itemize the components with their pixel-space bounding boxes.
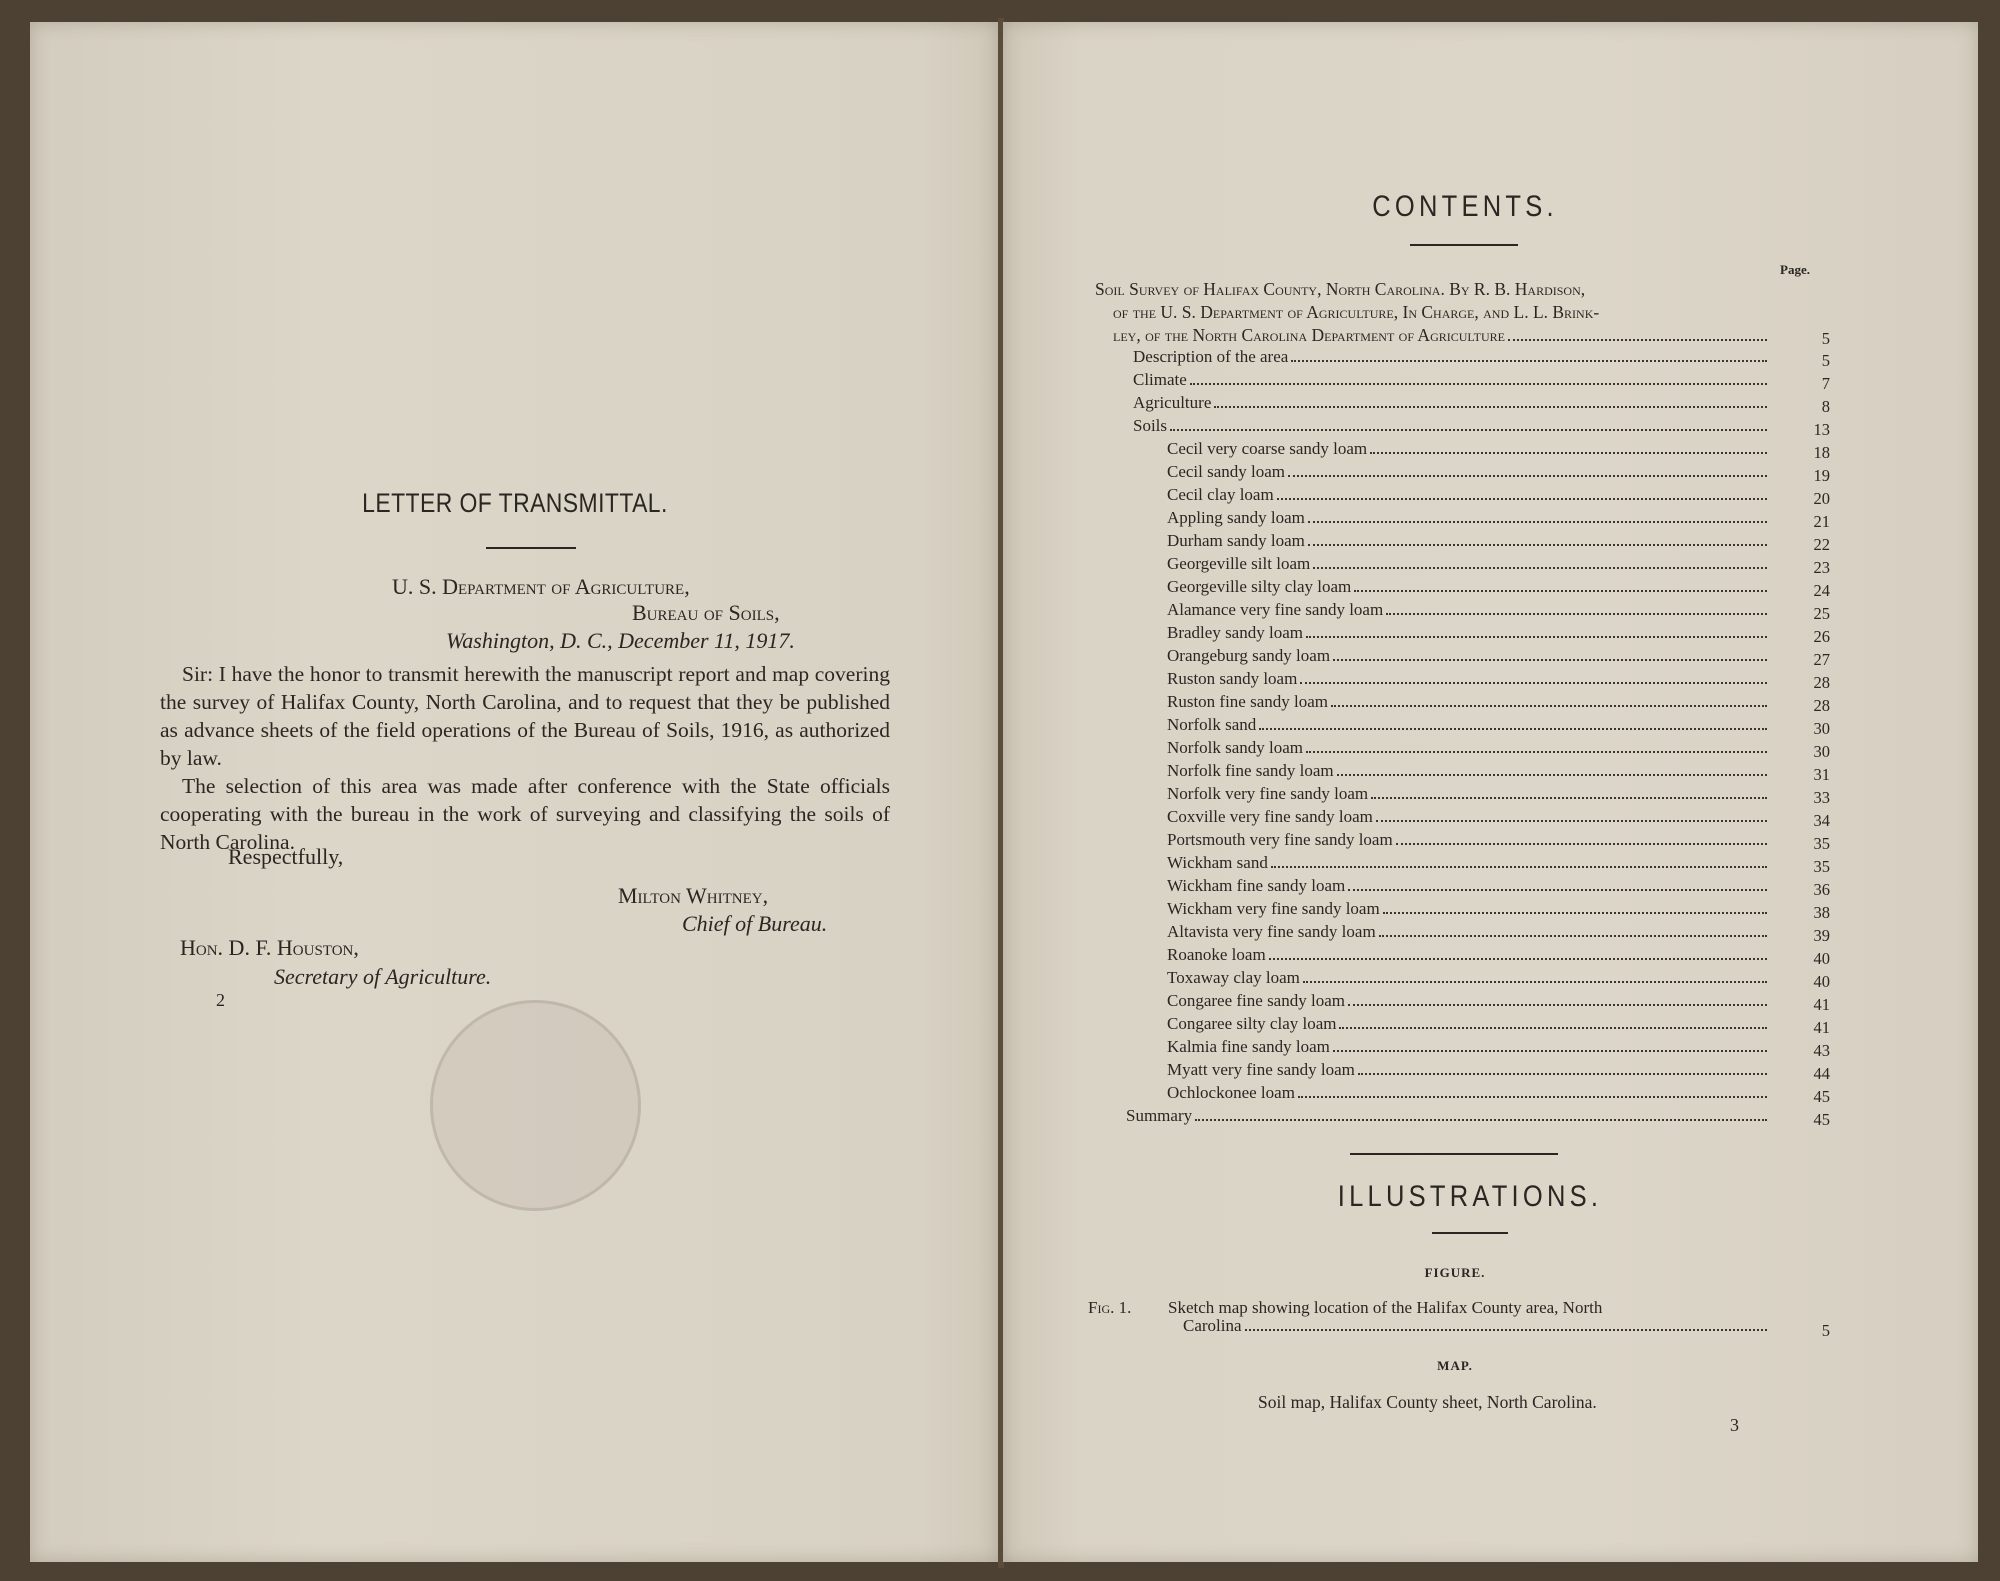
toc-leader — [1195, 1118, 1767, 1121]
contents-title: CONTENTS. — [1372, 190, 1558, 223]
toc-entry[interactable] — [1167, 945, 1773, 968]
toc-entry-label: Summary — [1126, 1106, 1193, 1125]
toc-entry-label: Appling sandy loam — [1167, 508, 1305, 527]
toc-entry[interactable] — [1167, 876, 1773, 899]
contents-rule — [1410, 244, 1518, 246]
toc-entry[interactable] — [1167, 531, 1773, 554]
fig-text-line-2: Carolina — [1183, 1316, 1242, 1335]
letter-paragraph-1: Sir: I have the honor to transmit herewith the manuscript report and map covering the survey of Halifax County, North Carolina, and to request that they be published as advance sheets of the field operations of the Bureau of Soils, 1916, as authorized by law. — [160, 662, 890, 770]
toc-entry-page: 24 — [1813, 581, 1830, 600]
toc-leader — [1271, 865, 1767, 868]
toc-leader — [1303, 980, 1767, 983]
signer-name: Milton Whitney, — [618, 883, 769, 908]
toc-entry[interactable] — [1167, 761, 1773, 784]
letter-paragraph-2: The selection of this area was made after conference with the State officials cooperating with the bureau in the work of surveying and classifying the soils of North Carolina. — [160, 774, 890, 854]
toc-leader — [1371, 796, 1767, 799]
toc-entry-label: Portsmouth very fine sandy loam — [1167, 830, 1393, 849]
toc-leader — [1348, 1003, 1767, 1006]
toc-entry[interactable] — [1167, 646, 1773, 669]
letter-title: LETTER OF TRANSMITTAL. — [362, 488, 668, 518]
toc-leader — [1376, 819, 1767, 822]
toc-entry[interactable] — [1167, 600, 1773, 623]
toc-entry-label: Cecil very coarse sandy loam — [1167, 439, 1368, 458]
toc-entry-page: 33 — [1813, 788, 1830, 807]
toc-entry-page: 39 — [1813, 926, 1830, 945]
toc-leader — [1306, 635, 1767, 638]
fig-entry-row[interactable] — [1183, 1316, 1773, 1339]
toc-entry-label: Norfolk very fine sandy loam — [1167, 784, 1369, 803]
toc-entry[interactable] — [1167, 830, 1773, 853]
toc-leader — [1313, 566, 1767, 569]
illustrations-rule-top — [1350, 1153, 1558, 1155]
toc-entry-label: Description of the area — [1133, 347, 1289, 366]
toc-entry[interactable] — [1167, 1014, 1773, 1037]
toc-leader — [1333, 1049, 1767, 1052]
toc-leader — [1379, 934, 1767, 937]
toc-entry-label: Agriculture — [1133, 393, 1212, 412]
fig-text-line-1: Sketch map showing location of the Halifax County area, North — [1168, 1298, 1603, 1317]
toc-leader — [1259, 727, 1767, 730]
bureau-line: Bureau of Soils, — [632, 600, 780, 625]
toc-leader — [1337, 773, 1767, 776]
toc-entry-page: 31 — [1813, 765, 1830, 784]
toc-entry-label: Cecil clay loam — [1167, 485, 1274, 504]
toc-entry[interactable] — [1167, 991, 1773, 1014]
letter-body — [160, 660, 890, 856]
toc-entry-page: 45 — [1813, 1110, 1830, 1129]
toc-entry-page: 30 — [1813, 719, 1830, 738]
toc-entry-label: Altavista very fine sandy loam — [1167, 922, 1376, 941]
toc-entry-page: 40 — [1813, 972, 1830, 991]
toc-entry-label: Congaree silty clay loam — [1167, 1014, 1337, 1033]
toc-entry-label: Climate — [1133, 370, 1187, 389]
toc-main-line-1: Soil Survey of Halifax County, North Carolina. By R. B. Hardison, — [1095, 279, 1586, 299]
toc-entry-label: Ruston fine sandy loam — [1167, 692, 1329, 711]
toc-entry-page: 28 — [1813, 673, 1830, 692]
title-rule — [486, 547, 576, 549]
toc-entry[interactable] — [1133, 370, 1773, 393]
toc-leader — [1331, 704, 1767, 707]
toc-entry[interactable] — [1167, 439, 1773, 462]
toc-entry-page: 5 — [1821, 351, 1830, 370]
fig-label: Fig. 1. — [1088, 1298, 1132, 1317]
toc-leader — [1396, 842, 1767, 845]
toc-entry[interactable] — [1167, 577, 1773, 600]
toc-entry-page: 40 — [1813, 949, 1830, 968]
toc-entry[interactable] — [1133, 416, 1773, 439]
toc-entry-label: Norfolk sand — [1167, 715, 1257, 734]
toc-entry[interactable] — [1167, 784, 1773, 807]
toc-entry-page: 18 — [1813, 443, 1830, 462]
toc-entry-page: 28 — [1813, 696, 1830, 715]
toc-leader — [1214, 405, 1767, 408]
map-text: Soil map, Halifax County sheet, North Carolina. — [1258, 1392, 1597, 1412]
toc-entry[interactable] — [1167, 738, 1773, 761]
toc-entry-label: Durham sandy loam — [1167, 531, 1305, 550]
toc-entry-label: Congaree fine sandy loam — [1167, 991, 1345, 1010]
toc-leader — [1277, 497, 1767, 500]
toc-entry[interactable] — [1167, 1037, 1773, 1060]
toc-entry-label: Ochlockonee loam — [1167, 1083, 1295, 1102]
toc-leader — [1370, 451, 1767, 454]
toc-entry-label: Georgeville silt loam — [1167, 554, 1311, 573]
toc-entry-label: Norfolk fine sandy loam — [1167, 761, 1334, 780]
toc-entry-page: 35 — [1813, 834, 1830, 853]
toc-entry-label: Wickham sand — [1167, 853, 1268, 872]
signer-title: Chief of Bureau. — [682, 911, 828, 936]
illustrations-rule — [1432, 1232, 1508, 1234]
toc-leader — [1170, 428, 1767, 431]
fig-page: 5 — [1821, 1321, 1830, 1340]
toc-entry[interactable] — [1133, 347, 1773, 370]
toc-entry-label: Soils — [1133, 416, 1168, 435]
toc-entry-label: Georgeville silty clay loam — [1167, 577, 1352, 596]
addressee-title: Secretary of Agriculture. — [274, 964, 492, 989]
toc-leader — [1308, 520, 1767, 523]
toc-entry-page: 20 — [1813, 489, 1830, 508]
toc-entry-page: 26 — [1813, 627, 1830, 646]
toc-entry-label: Wickham fine sandy loam — [1167, 876, 1346, 895]
toc-entry[interactable] — [1167, 715, 1773, 738]
toc-entry[interactable] — [1167, 807, 1773, 830]
toc-leader — [1333, 658, 1767, 661]
dept-line: U. S. Department of Agriculture, — [392, 574, 690, 599]
toc-entry[interactable] — [1167, 922, 1773, 945]
toc-entry-label: Roanoke loam — [1167, 945, 1266, 964]
toc-entry[interactable] — [1167, 1060, 1773, 1083]
toc-entry[interactable] — [1167, 508, 1773, 531]
toc-leader — [1190, 382, 1767, 385]
toc-entry[interactable] — [1167, 1083, 1773, 1106]
closing: Respectfully, — [228, 844, 344, 869]
toc-entry[interactable] — [1167, 899, 1773, 922]
toc-entry-label: Orangeburg sandy loam — [1167, 646, 1331, 665]
toc-main-page: 5 — [1821, 329, 1830, 348]
toc-leader — [1508, 338, 1767, 341]
fig-leader — [1245, 1328, 1767, 1331]
toc-entry-page: 41 — [1813, 995, 1830, 1014]
toc-entry-page: 8 — [1821, 397, 1830, 416]
toc-leader — [1354, 589, 1767, 592]
toc-entry-page: 27 — [1813, 650, 1830, 669]
toc-entry-page: 41 — [1813, 1018, 1830, 1037]
toc-leader — [1308, 543, 1767, 546]
toc-entry-label: Toxaway clay loam — [1167, 968, 1300, 987]
toc-entry[interactable] — [1167, 485, 1773, 508]
toc-entry-page: 35 — [1813, 857, 1830, 876]
toc-entry-page: 19 — [1813, 466, 1830, 485]
toc-entry-page: 13 — [1813, 420, 1830, 439]
addressee-name: Hon. D. F. Houston, — [180, 935, 359, 960]
toc-leader — [1306, 750, 1767, 753]
toc-entry[interactable] — [1167, 692, 1773, 715]
toc-entry[interactable] — [1167, 853, 1773, 876]
toc-leader — [1339, 1026, 1767, 1029]
toc-entry-label: Coxville very fine sandy loam — [1167, 807, 1373, 826]
toc-entry-page: 34 — [1813, 811, 1830, 830]
toc-leader — [1298, 1095, 1767, 1098]
toc-leader — [1358, 1072, 1767, 1075]
toc-entry-label: Alamance very fine sandy loam — [1167, 600, 1384, 619]
toc-entry[interactable] — [1167, 554, 1773, 577]
toc-entry-label: Norfolk sandy loam — [1167, 738, 1303, 757]
page-number-right: 3 — [1730, 1415, 1739, 1435]
illustrations-title: ILLUSTRATIONS. — [1337, 1180, 1603, 1213]
toc-main-line-3: ley, of the North Carolina Department of Agriculture — [1113, 325, 1505, 345]
toc-entry-label: Kalmia fine sandy loam — [1167, 1037, 1330, 1056]
toc-entry[interactable] — [1167, 462, 1773, 485]
toc-entry-label: Bradley sandy loam — [1167, 623, 1303, 642]
toc-leader — [1300, 681, 1767, 684]
toc-leader — [1348, 888, 1767, 891]
place-date-line: Washington, D. C., December 11, 1917. — [446, 628, 795, 653]
toc-entry[interactable] — [1167, 623, 1773, 646]
map-heading: MAP. — [1437, 1358, 1473, 1373]
toc-entry-page: 38 — [1813, 903, 1830, 922]
toc-entry-page: 43 — [1813, 1041, 1830, 1060]
toc-leader — [1291, 359, 1767, 362]
toc-leader — [1269, 957, 1767, 960]
toc-entry-page: 23 — [1813, 558, 1830, 577]
toc-main-line-3-row[interactable] — [1113, 325, 1773, 348]
toc-entry[interactable] — [1167, 669, 1773, 692]
toc-entry-page: 22 — [1813, 535, 1830, 554]
toc-main-line-2: of the U. S. Department of Agriculture, In Charge, and L. L. Brink- — [1113, 302, 1600, 322]
toc-entry[interactable] — [1133, 393, 1773, 416]
toc-main-entry — [1095, 278, 1795, 324]
page-number-left: 2 — [216, 990, 225, 1010]
toc-entry[interactable] — [1126, 1106, 1773, 1129]
toc-leader — [1288, 474, 1767, 477]
toc-leader — [1386, 612, 1767, 615]
toc-entry-page: 36 — [1813, 880, 1830, 899]
toc-entry-page: 45 — [1813, 1087, 1830, 1106]
toc-entry-label: Wickham very fine sandy loam — [1167, 899, 1380, 918]
toc-entry-page: 25 — [1813, 604, 1830, 623]
toc-entry[interactable] — [1167, 968, 1773, 991]
toc-leader — [1383, 911, 1767, 914]
bleed-through-seal — [430, 1000, 641, 1211]
toc-entry-page: 44 — [1813, 1064, 1830, 1083]
page-column-label: Page. — [1780, 262, 1810, 277]
figure-heading: FIGURE. — [1424, 1265, 1486, 1280]
toc-entry-label: Cecil sandy loam — [1167, 462, 1286, 481]
toc-entry-page: 30 — [1813, 742, 1830, 761]
toc-entry-page: 21 — [1813, 512, 1830, 531]
toc-entry-label: Myatt very fine sandy loam — [1167, 1060, 1355, 1079]
toc-entry-page: 7 — [1821, 374, 1830, 393]
toc-entry-label: Ruston sandy loam — [1167, 669, 1298, 688]
bleed-through-heading — [220, 135, 880, 169]
